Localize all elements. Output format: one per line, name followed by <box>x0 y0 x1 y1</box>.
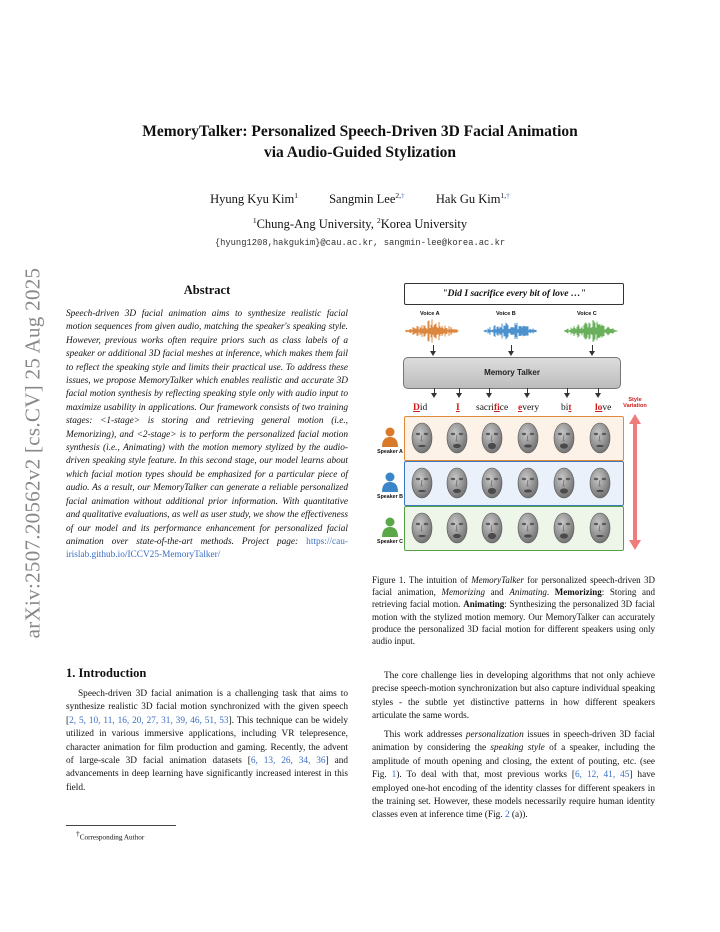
author-name: Sangmin Lee <box>329 192 396 207</box>
face-mesh-icon <box>410 420 434 456</box>
speaker-b-person-icon <box>381 472 399 492</box>
arxiv-sidebar <box>14 258 52 648</box>
waveform-voice-b <box>484 323 536 340</box>
arrow-down-icon <box>489 388 490 394</box>
footnote-rule <box>66 825 176 826</box>
affiliation-2: Korea University <box>380 217 468 232</box>
intro-paragraph-1 <box>66 688 348 795</box>
word-part: bi <box>561 403 569 413</box>
face-mesh-icon <box>445 510 469 546</box>
face-mesh-icon <box>480 420 504 456</box>
style-variation-arrow-icon <box>628 414 642 550</box>
word-token <box>476 403 508 413</box>
title-line-2: via Audio-Guided Stylization <box>263 144 457 161</box>
word-highlight: t <box>568 403 572 413</box>
text: ] and advancements in deep learning have significantly increased interest in this field. <box>66 756 349 793</box>
text: personalization <box>465 730 524 740</box>
speaker-b-label: Speaker B <box>377 494 403 500</box>
voice-waveforms <box>404 318 622 344</box>
face-mesh-icon <box>480 510 504 546</box>
text: Memorizing <box>554 587 602 598</box>
abstract-body <box>66 308 348 563</box>
affiliations <box>80 216 640 232</box>
arrow-down-icon <box>598 388 599 394</box>
speaker-c-label: Speaker C <box>377 539 403 545</box>
text: MemoryTalker <box>471 575 524 585</box>
arrow-down-icon <box>433 345 434 352</box>
word-highlight: fi <box>493 403 500 413</box>
author <box>436 192 510 206</box>
text: ). To deal with that, most previous works [ <box>396 770 576 781</box>
word-highlight: e <box>518 403 523 413</box>
arrow-down-icon <box>459 388 460 394</box>
word-highlight: lo <box>595 403 603 413</box>
abstract-heading: Abstract <box>183 283 231 297</box>
author <box>329 192 405 206</box>
voice-b-label: Voice B <box>496 311 516 317</box>
word-part: id <box>419 403 428 413</box>
word-token <box>456 403 460 413</box>
arrow-down-icon <box>567 388 568 394</box>
author-affil-sup: 1 <box>294 191 298 200</box>
author <box>210 192 298 206</box>
word-token <box>561 403 572 413</box>
word-token <box>413 403 427 413</box>
voice-c-label: Voice C <box>577 311 597 317</box>
author-list <box>80 191 640 207</box>
word-part: very <box>522 403 540 413</box>
style-variation-label: Style Variation <box>623 397 647 410</box>
face-mesh-icon <box>588 420 612 456</box>
word-highlight: I <box>456 403 460 413</box>
waveform-voice-c <box>565 320 617 342</box>
word-part: ve <box>602 403 612 413</box>
text: and <box>485 587 510 598</box>
text: Speech-driven 3D facial animation is a challenging task that aims to synthesize realistic 3D facial motion synchronized with the given speech [ <box>66 689 348 726</box>
citation-links[interactable]: 6, 12, 41, 45 <box>575 770 630 781</box>
face-mesh-icon <box>588 465 612 501</box>
author-affil-sup: 2, <box>395 191 401 200</box>
figure-link[interactable]: 2 <box>504 810 510 821</box>
face-mesh-icon <box>552 510 576 546</box>
face-mesh-icon <box>552 420 576 456</box>
text: . <box>546 587 555 598</box>
word-part: sacri <box>476 403 494 413</box>
face-mesh-icon <box>445 465 469 501</box>
text: : Synthesizing the personalized 3D facial motion with the stylized motion memory. Our MemoryTalker can accurately produce the personalized 3D facial motion for different speakers using only audio input. <box>372 599 655 647</box>
word-part: ce <box>499 403 509 413</box>
author-affil-sup: 1, <box>500 191 507 200</box>
footnote <box>76 829 144 841</box>
author-emails: {hyung1208,hakgukim}@cau.ac.kr, sangmin-lee@korea.ac.kr <box>214 238 506 248</box>
paper-title <box>80 121 640 163</box>
intro-heading: 1. Introduction <box>66 666 147 680</box>
word-token <box>518 403 539 413</box>
text: Figure 1. The intuition of <box>372 575 472 585</box>
text: The core challenge lies in developing algorithms that not only achieve precise speech-motion synchronization but also capture individual speaking styles - the subtle yet distinctive patterns in how different speakers articulate the same words. <box>372 671 655 722</box>
text: Animating <box>463 599 505 610</box>
figure-1-caption <box>372 574 655 647</box>
speaker-a-person-icon <box>381 427 399 447</box>
citation-links[interactable]: 6, 13, 26, 34, 36 <box>250 756 326 767</box>
face-mesh-icon <box>552 465 576 501</box>
text: ]. This technique can be widely utilized in various immersive applications, including VR telepresence, character animation for film production and gaming. Recently, the advent of large-scale 3D facial animation datasets [ <box>66 715 348 767</box>
arrow-down-icon <box>434 388 435 394</box>
text: Memorizing <box>441 587 486 598</box>
word-highlight: D <box>413 403 420 413</box>
voice-a-label: Voice A <box>420 311 440 317</box>
arrow-down-icon <box>511 345 512 352</box>
face-mesh-icon <box>516 465 540 501</box>
speaker-a-label: Speaker A <box>377 449 403 455</box>
arxiv-identifier: arXiv:2507.20562v2 [cs.CV] 25 Aug 2025 <box>20 267 45 639</box>
intro-paragraph-3 <box>372 729 655 823</box>
face-mesh-icon <box>480 465 504 501</box>
figure-quote-box: "Did I sacrifice every bit of love …" <box>404 283 624 305</box>
citation-links[interactable]: 2, 5, 10, 11, 16, 20, 27, 31, 39, 46, 51, 53 <box>69 715 229 726</box>
memory-talker-model-box: Memory Talker <box>403 357 621 389</box>
title-line-1: MemoryTalker: Personalized Speech-Driven 3D Facial Animation <box>142 123 578 140</box>
word-token <box>595 403 611 413</box>
text: ] have employed one-hot encoding of the identity classes for different speakers in the training set. However, these models necessarily require human identity classes even at inference time (Fig. <box>372 770 655 821</box>
text: speaking style <box>490 743 545 754</box>
face-mesh-icon <box>410 465 434 501</box>
affil-sup: 2 <box>376 216 381 225</box>
text: This work addresses <box>384 730 466 740</box>
speaker-c-person-icon <box>381 517 399 537</box>
footnote-mark: † <box>76 829 80 838</box>
intro-paragraph-2 <box>372 670 655 724</box>
face-mesh-icon <box>410 510 434 546</box>
face-mesh-icon <box>516 420 540 456</box>
corresponding-mark[interactable]: † <box>506 191 510 200</box>
footnote-text: Corresponding Author <box>79 833 145 842</box>
face-mesh-icon <box>445 420 469 456</box>
text: (a)). <box>509 810 528 821</box>
text: Animating <box>509 587 547 598</box>
project-page-link[interactable]: https://cau-irislab.github.io/ICCV25-MemoryTalker/ <box>66 536 348 561</box>
affil-sup: 1 <box>252 216 257 225</box>
text: : Storing and retrieving facial motion. <box>372 587 656 610</box>
face-mesh-icon <box>516 510 540 546</box>
waveform-voice-a <box>406 319 458 342</box>
figure-link[interactable]: 1 <box>391 770 397 781</box>
author-name: Hak Gu Kim <box>435 192 501 207</box>
affiliation-1: Chung-Ang University, <box>256 217 377 232</box>
corresponding-mark[interactable]: † <box>401 191 405 200</box>
arrow-down-icon <box>527 388 528 394</box>
abstract-text: Speech-driven 3D facial animation aims to synthesize realistic facial motion sequences from given audio, matching the speaker's speaking style. However, previous works often require priors such as class labels of a speaker or additional 3D facial meshes at inference, which makes them fail to reflect the speaking style and limits their practical use. To address these issues, we propose MemoryTalker which enables realistic and accurate 3D facial motion synthesis by reflecting speaking style only with audio input to maximize usability in applications. Our framework consists of two training stages: <1-stage> is storing and retrieving general motion (i.e., Memorizing), and <2-stage> is to perform the personalized facial motion synthesis (i.e., Animating) with the motion memory stylized by the audio-driven speaking style feature. In this second stage, our model learns about which facial motion types should be emphasized for a particular piece of audio. As a result, our MemoryTalker can generate a reliable personalized facial animation without additional prior information. With quantitative and qualitative evaluations, as well as user study, we show the effectiveness of our model and its performance enhancement for personalized facial animation over state-of-the-art methods. Project page: <box>66 309 348 547</box>
text: of a speaker, including the amplitude of mouth opening and closing, the extent of pouting, etc. (see Fig. <box>372 743 655 781</box>
text: for personalized speech-driven 3D facial animation, <box>372 575 655 598</box>
face-mesh-icon <box>588 510 612 546</box>
arrow-down-icon <box>592 345 593 352</box>
text: issues in speech-driven 3D facial animation by considering the <box>372 730 655 754</box>
author-name: Hyung Kyu Kim <box>210 192 295 207</box>
